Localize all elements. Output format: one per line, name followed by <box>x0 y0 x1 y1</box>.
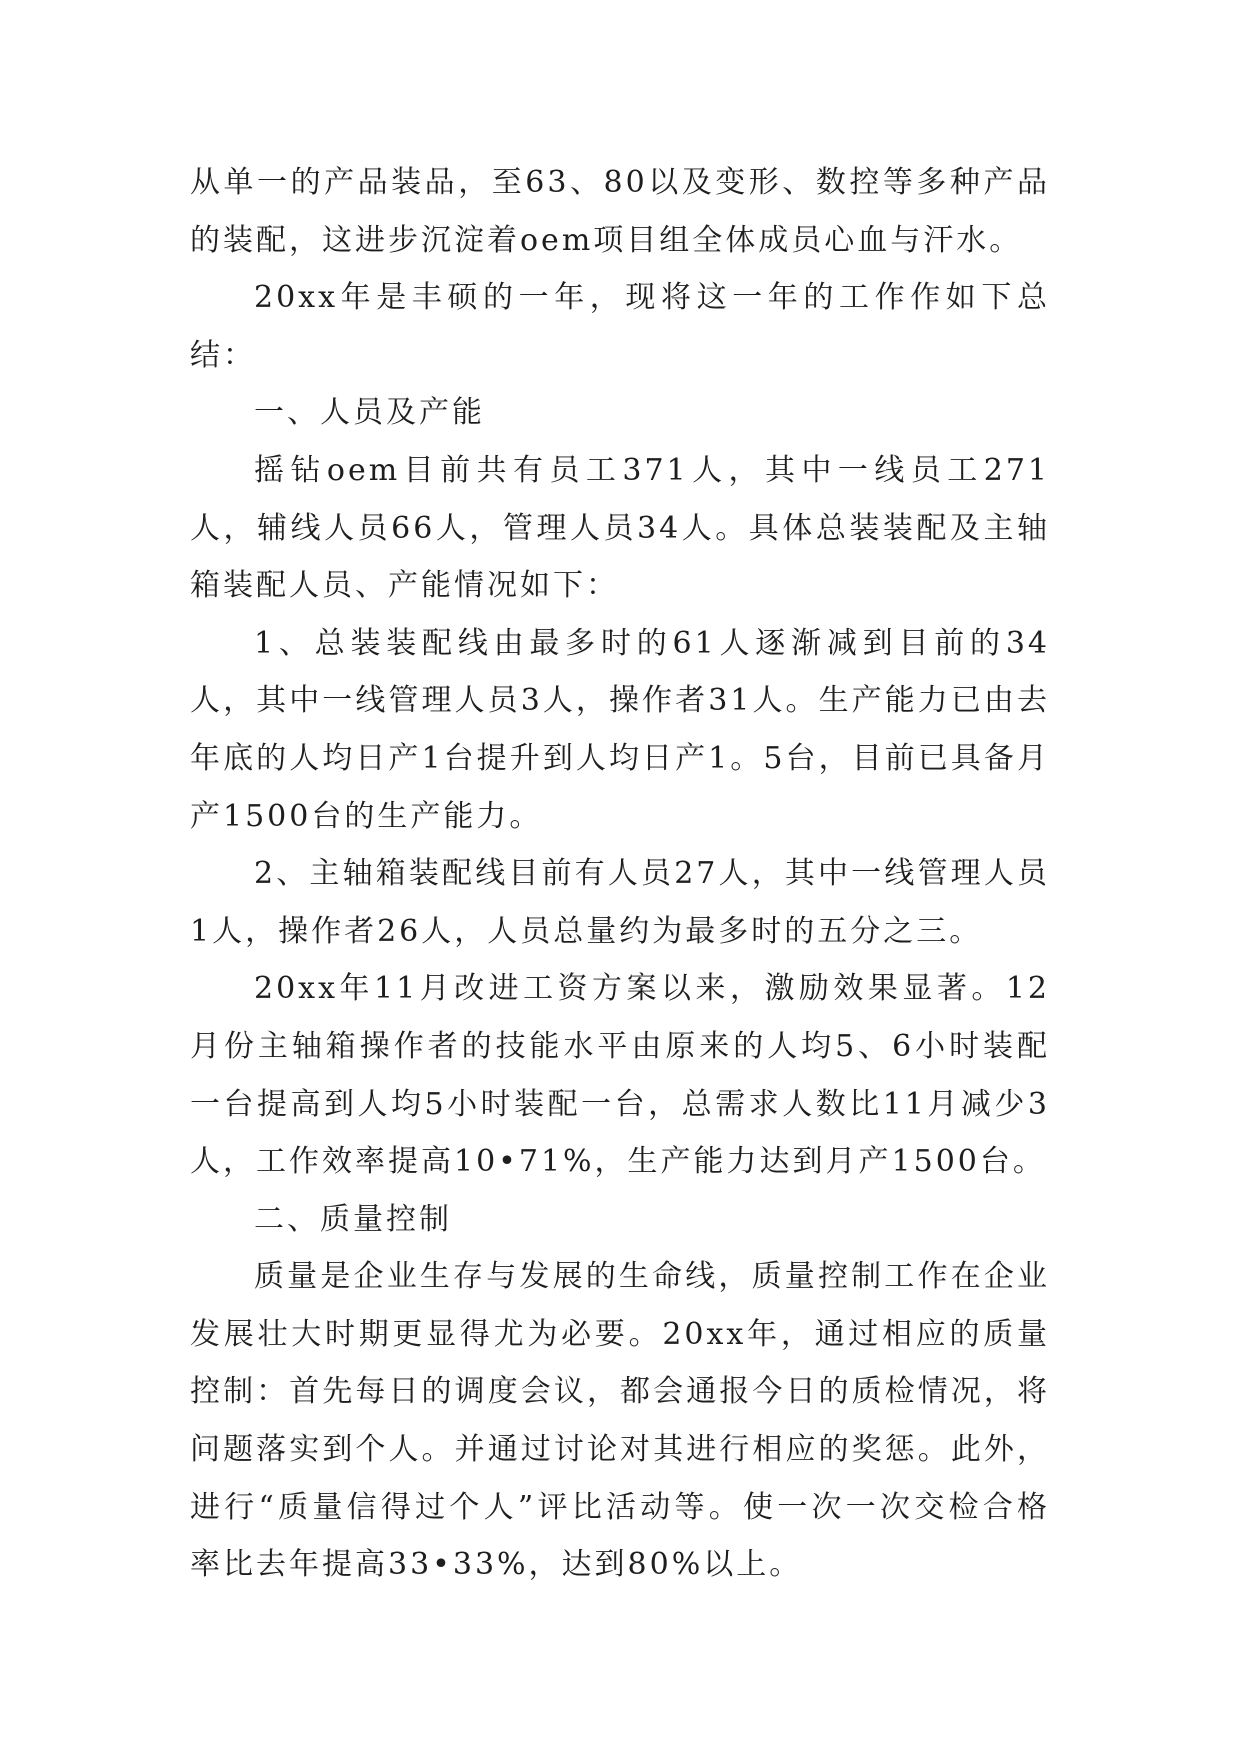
paragraph-assembly-line: 1、总装装配线由最多时的61人逐渐减到目前的34人，其中一线管理人员3人，操作者31人。生产能力已由去年底的人均日产1台提升到人均日产1。5台，目前已具备月产1500台的生产能力。 <box>190 625 1050 834</box>
paragraph-spindle-box-line: 2、主轴箱装配线目前有人员27人，其中一线管理人员1人，操作者26人，人员总量约为最多时的五分之三。 <box>190 856 1050 949</box>
paragraph-summary-intro: 20xx年是丰硕的一年，现将这一年的工作作如下总结： <box>190 280 1050 373</box>
document-body <box>190 154 1050 1594</box>
section-heading-quality-control: 二、质量控制 <box>254 1201 452 1237</box>
paragraph-wage-reform: 20xx年11月改进工资方案以来，激励效果显著。12月份主轴箱操作者的技能水平由原来的人均5、6小时装配一台提高到人均5小时装配一台，总需求人数比11月减少3人，工作效率提高10•71%，生产能力达到月产1500台。 <box>190 971 1050 1180</box>
section-heading-staff-capacity: 一、人员及产能 <box>254 395 485 431</box>
paragraph-staff-overview: 摇钻oem目前共有员工371人，其中一线员工271人，辅线人员66人，管理人员34人。具体总装装配及主轴箱装配人员、产能情况如下： <box>190 452 1050 604</box>
paragraph-quality-control: 质量是企业生存与发展的生命线，质量控制工作在企业发展壮大时期更显得尤为必要。20xx年，通过相应的质量控制：首先每日的调度会议，都会通报今日的质检情况，将问题落实到个人。并通过讨论对其进行相应的奖惩。此外，进行“质量信得过个人”评比活动等。使一次一次交检合格率比去年提高33•33%，达到80%以上。 <box>190 1259 1050 1583</box>
paragraph-intro-continuation: 从单一的产品装品，至63、80以及变形、数控等多种产品的装配，这进步沉淀着oem项目组全体成员心血与汗水。 <box>190 165 1050 258</box>
